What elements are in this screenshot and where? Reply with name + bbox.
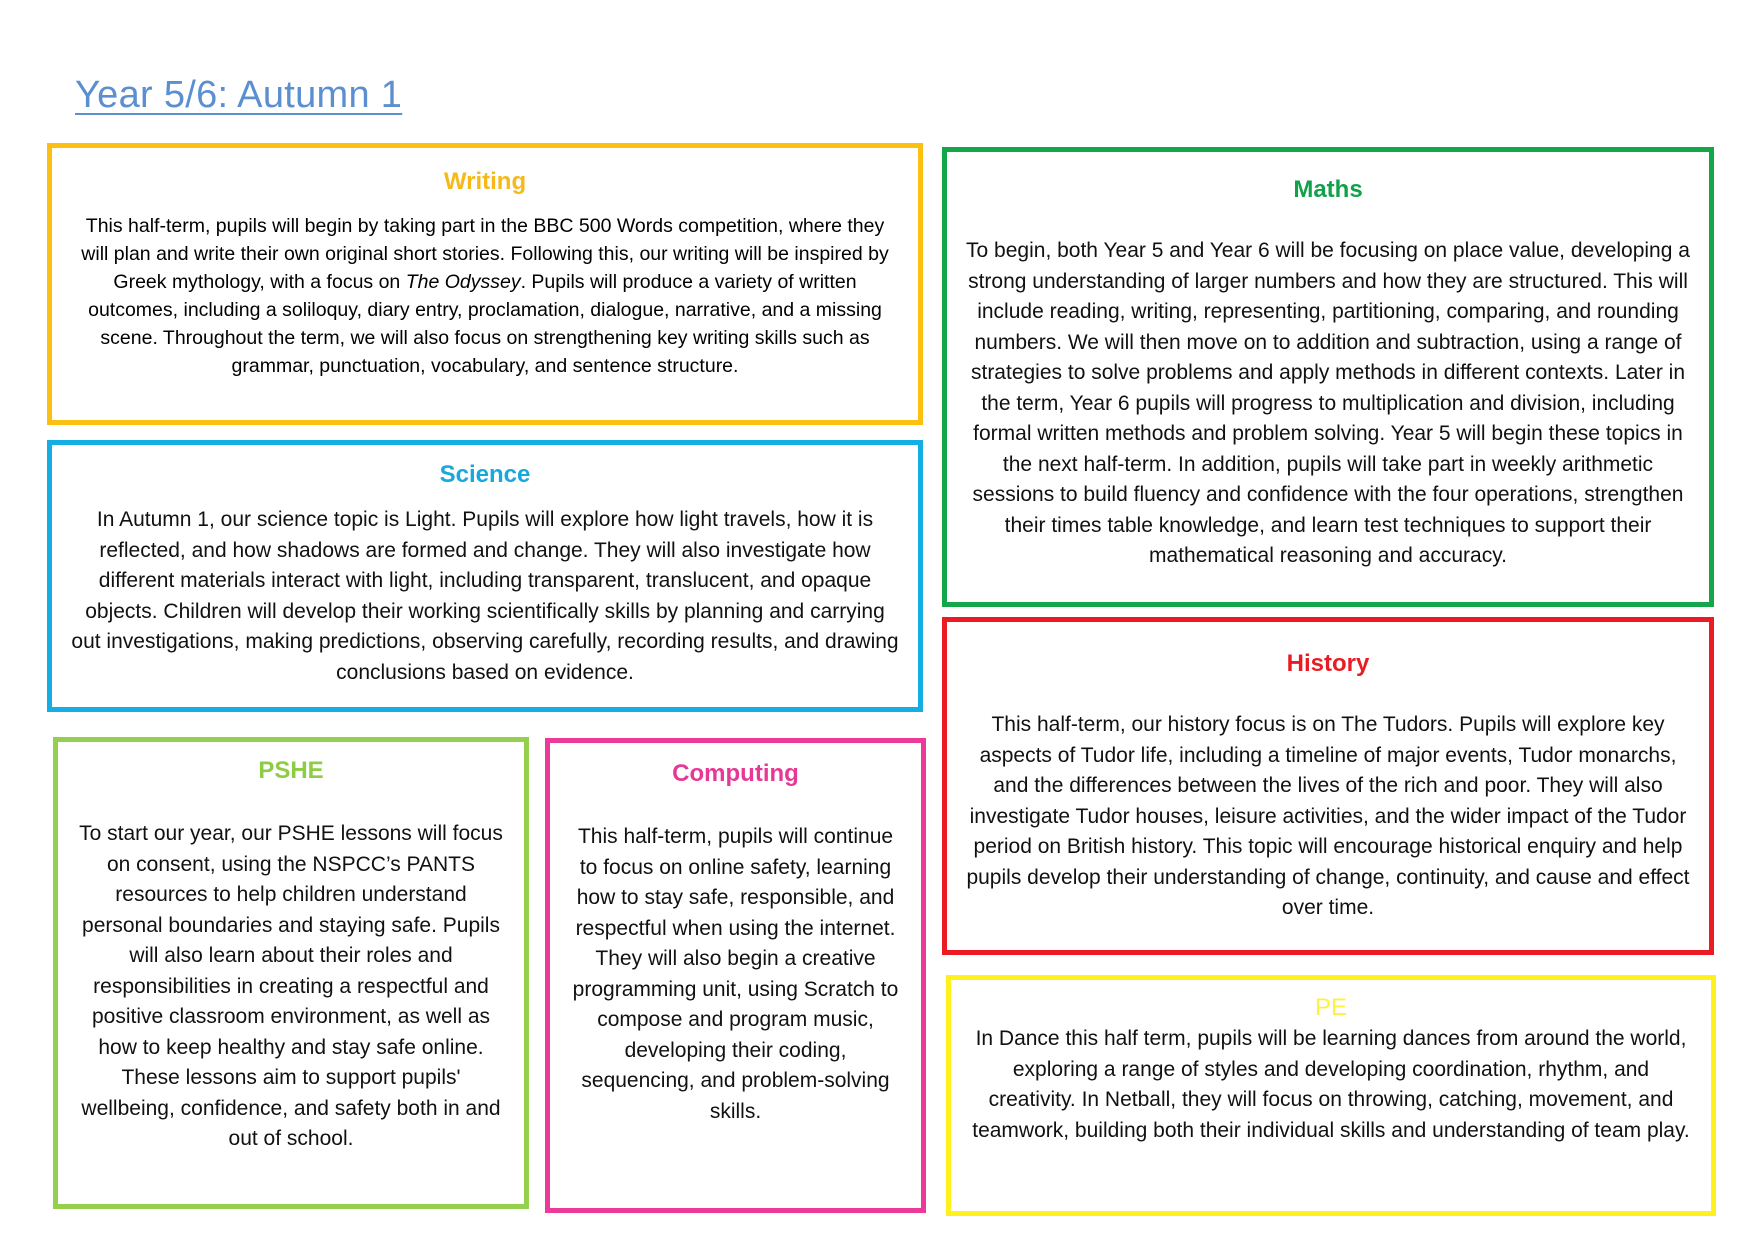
writing-body [70,212,900,380]
maths-section [942,147,1714,607]
computing-section [545,738,926,1213]
pshe-heading: PSHE [258,757,324,784]
writing-body-text-2: . Pupils will produce a variety of written outcomes, including a soliloquy, diary entry, proclamation, dialogue, narrative, and a missing scene. Throughout the term, we will also focus on strengthening key writing skills such as grammar, punctuation, vocabulary, and sentence structure. [88,271,882,377]
maths-body: To begin, both Year 5 and Year 6 will be focusing on place value, developing a strong understanding of larger numbers and how they are structured. This will include reading, writing, representing, partitioning, comparing, and rounding numbers. We will then move on to addition and subtraction, using a range of strategies to solve problems and apply methods in different contexts. Later in the term, Year 6 pupils will progress to multiplication and division, including formal written methods and problem solving. Year 5 will begin these topics in the next half-term. In addition, pupils will take part in weekly arithmetic sessions to build fluency and confidence with the four operations, strengthen their times table knowledge, and learn test techniques to support their mathematical reasoning and accuracy. [966,239,1690,567]
writing-section [47,143,923,425]
writing-body-book-title: The Odyssey [405,271,521,293]
writing-body-text-1: This half-term, pupils will begin by taking part in the BBC 500 Words competition, where they will plan and write their own original short stories. Following this, our writing will be inspired by Greek mythology, with a focus on [81,215,889,293]
pe-body: In Dance this half term, pupils will be learning dances from around the world, exploring a range of styles and developing coordination, rhythm, and creativity. In Netball, they will focus on throwing, catching, movement, and teamwork, building both their individual skills and understanding of team play. [972,1027,1690,1142]
science-heading: Science [439,461,531,488]
page-title: Year 5/6: Autumn 1 [75,74,403,116]
writing-heading: Writing [443,168,527,195]
computing-heading: Computing [672,760,799,787]
computing-body: This half-term, pupils will continue to focus on online safety, learning how to stay safe, responsible, and respectful when using the internet. They will also begin a creative programming unit, using Scratch to compose and program music, developing their coding, sequencing, and problem-solving skills. [572,825,899,1123]
science-section [47,440,923,712]
pshe-section [53,737,529,1209]
pe-heading: PE [1314,994,1347,1021]
history-heading: History [1286,650,1370,677]
history-section [942,617,1714,955]
science-body: In Autumn 1, our science topic is Light. Pupils will explore how light travels, how it is reflected, and how shadows are formed and change. They will also investigate how different materials interact with light, including transparent, translucent, and opaque objects. Children will develop their working scientifically skills by planning and carrying out investigations, making predictions, observing carefully, recording results, and drawing conclusions based on evidence. [71,508,899,684]
maths-heading: Maths [1293,176,1363,203]
history-body: This half-term, our history focus is on The Tudors. Pupils will explore key aspects of Tudor life, including a timeline of major events, Tudor monarchs, and the differences between the lives of the rich and poor. They will also investigate Tudor houses, leisure activities, and the wider impact of the Tudor period on British history. This topic will encourage historical enquiry and help pupils develop their understanding of change, continuity, and cause and effect over time. [966,713,1690,919]
pshe-body: To start our year, our PSHE lessons will focus on consent, using the NSPCC’s PANTS resources to help children understand personal boundaries and staying safe. Pupils will also learn about their roles and responsibilities in creating a respectful and positive classroom environment, as well as how to keep healthy and stay safe online. These lessons aim to support pupils' wellbeing, confidence, and safety both in and out of school. [79,822,503,1150]
pe-section [946,975,1716,1216]
